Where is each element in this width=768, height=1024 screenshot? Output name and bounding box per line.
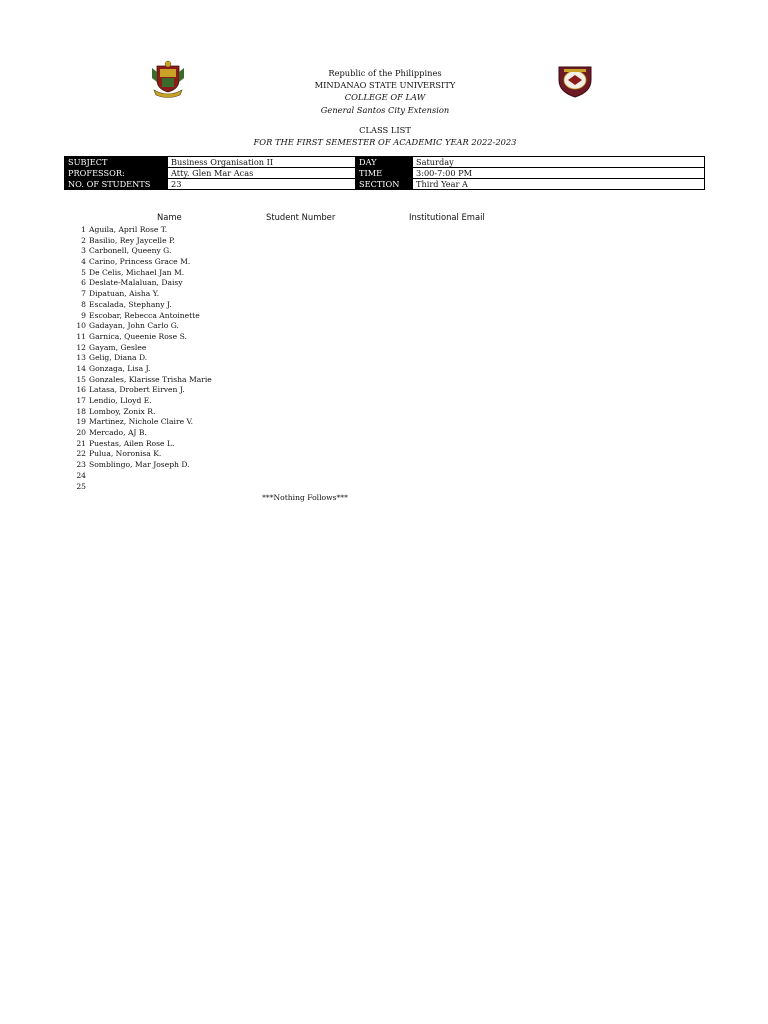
professor-label: PROFESSOR: [65, 168, 168, 179]
student-row-number: 13 [76, 353, 86, 363]
section-value: Third Year A [413, 179, 705, 190]
student-row-number: 14 [76, 363, 86, 373]
student-row [64, 460, 212, 471]
student-row-number: 15 [76, 374, 86, 384]
student-row-name: Pulua, Noronisa K. [89, 449, 162, 459]
student-row-number: 9 [81, 310, 86, 320]
student-row [64, 396, 212, 407]
student-row [64, 343, 212, 354]
student-row-name: Lendio, Lloyd E. [89, 396, 152, 405]
student-row-name: Gayam, Geslee [89, 342, 147, 352]
professor-value: Atty. Glen Mar Acas [168, 168, 356, 179]
student-row-number: 21 [76, 438, 86, 448]
student-row [64, 257, 212, 268]
student-row-name: Mercado, AJ B. [89, 428, 147, 438]
document-title [200, 124, 570, 148]
student-row [64, 268, 212, 279]
student-row [64, 225, 212, 236]
student-row-name: Gonzales, Klarisse Trisha Marie [89, 374, 212, 384]
student-row [64, 289, 212, 300]
student-row-name: Latasa, Drobert Eirven J. [89, 385, 185, 395]
student-row-number: 11 [76, 331, 86, 341]
student-row-number: 4 [81, 257, 86, 267]
university-name: MINDANAO STATE UNIVERSITY [314, 80, 456, 91]
student-row-name: Puestas, Ailen Rose L. [89, 438, 175, 448]
student-row-number: 3 [81, 246, 86, 256]
student-row-number: 18 [76, 406, 86, 416]
student-row-name: Carbonell, Queeny G. [89, 246, 172, 256]
student-row [64, 385, 212, 396]
day-value: Saturday [413, 157, 705, 168]
student-row-number: 1 [81, 225, 86, 234]
student-row [64, 482, 212, 493]
students-count-label: NO. OF STUDENTS [65, 179, 168, 190]
student-row [64, 353, 212, 364]
student-row [64, 278, 212, 289]
student-row-name: De Celis, Michael Jan M. [89, 267, 185, 277]
student-row-number: 23 [76, 460, 86, 470]
time-value: 3:00-7:00 PM [413, 168, 705, 179]
student-row-name: Garnica, Queenie Rose S. [89, 331, 187, 341]
university-seal-icon [148, 60, 188, 98]
info-row-subject [65, 157, 705, 168]
student-row [64, 428, 212, 439]
student-row-number: 10 [76, 321, 86, 331]
student-row-name: Basilio, Rey Jaycelle P. [89, 235, 175, 245]
student-row-number: 12 [76, 342, 86, 352]
student-row [64, 246, 212, 257]
nothing-follows-note: ***Nothing Follows*** [262, 493, 348, 502]
student-row [64, 417, 212, 428]
info-row-students [65, 179, 705, 190]
student-row-number: 2 [81, 235, 86, 245]
student-row-number: 6 [81, 278, 86, 288]
column-header-name: Name [157, 212, 182, 222]
column-header-student-number: Student Number [266, 212, 336, 222]
student-row [64, 364, 212, 375]
student-row [64, 332, 212, 343]
student-row-number: 24 [76, 470, 86, 480]
institution-header [200, 67, 570, 116]
student-roster [64, 225, 212, 492]
student-row-number: 16 [76, 385, 86, 395]
subject-value: Business Organisation II [168, 157, 356, 168]
student-row [64, 236, 212, 247]
student-row-name: Aguila, April Rose T. [89, 225, 168, 234]
day-label: DAY [356, 157, 413, 168]
student-row-name: Lomboy, Zonix R. [89, 406, 156, 416]
section-label: SECTION [356, 179, 413, 190]
campus-name: General Santos City Extension [320, 104, 450, 115]
time-label: TIME [356, 168, 413, 179]
student-row-number: 17 [76, 396, 86, 405]
student-row [64, 321, 212, 332]
student-row-name: Gonzaga, Lisa J. [89, 363, 151, 373]
student-row-name: Deslate-Malaluan, Daisy [89, 278, 183, 288]
info-row-professor [65, 168, 705, 179]
student-row-name: Escobar, Rebecca Antoinette [89, 310, 200, 320]
student-row-number: 5 [81, 267, 86, 277]
student-row [64, 311, 212, 322]
student-row-name: Carino, Princess Grace M. [89, 257, 191, 267]
student-row-number: 8 [81, 299, 86, 309]
student-row-name: Gelig, Diana D. [89, 353, 148, 363]
college-name: COLLEGE OF LAW [344, 92, 426, 103]
student-row [64, 439, 212, 450]
student-row [64, 471, 212, 482]
student-row-name: Martinez, Nichole Claire V. [89, 417, 194, 427]
student-row-name: Escalada, Stephany J. [89, 299, 172, 309]
student-row-number: 20 [76, 428, 86, 438]
student-row-name: Somblingo, Mar Joseph D. [89, 460, 190, 470]
student-row [64, 449, 212, 460]
republic-line: Republic of the Philippines [328, 68, 442, 78]
student-row-number: 19 [76, 417, 86, 427]
student-row-number: 7 [81, 289, 86, 299]
student-row [64, 375, 212, 386]
students-count-value: 23 [168, 179, 356, 190]
student-row [64, 407, 212, 418]
subject-label: SUBJECT [65, 157, 168, 168]
student-row-number: 22 [76, 449, 86, 459]
class-list-title: CLASS LIST [359, 125, 411, 135]
student-row-number: 25 [76, 481, 86, 491]
column-header-email: Institutional Email [409, 212, 485, 222]
student-row-name: Gadayan, John Carlo G. [89, 321, 179, 331]
semester-subtitle: FOR THE FIRST SEMESTER OF ACADEMIC YEAR 2022-2023 [253, 137, 517, 147]
student-row [64, 300, 212, 311]
class-info-table [64, 156, 705, 190]
student-row-name: Dipatuan, Aisha Y. [89, 289, 160, 299]
